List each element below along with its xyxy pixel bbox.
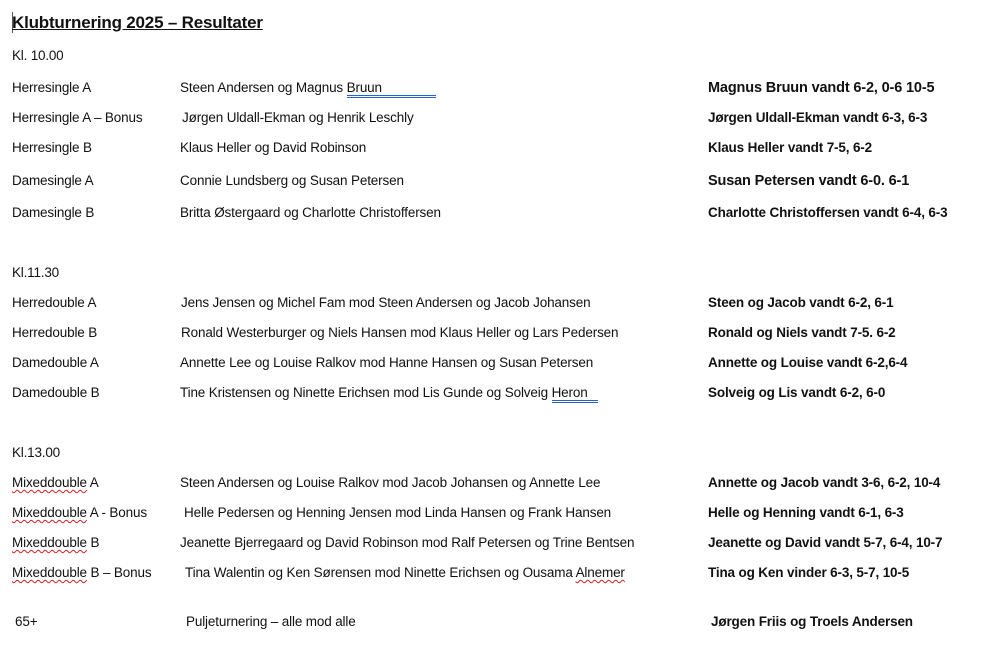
match-result: Charlotte Christoffersen vandt 6-4, 6-3	[708, 205, 948, 220]
players	[180, 385, 598, 403]
players: Klaus Heller og David Robinson	[180, 140, 367, 155]
event-suffix: A - Bonus	[86, 505, 147, 520]
spelling-flag-word[interactable]: Alnemer	[575, 565, 625, 580]
result-row	[0, 475, 987, 495]
section-time: Kl. 10.00	[12, 48, 64, 63]
event-suffix: B	[86, 535, 100, 550]
event-name: Herresingle A – Bonus	[12, 110, 143, 125]
event-name: Damesingle A	[12, 173, 94, 188]
match-result: Solveig og Lis vandt 6-2, 6-0	[708, 385, 886, 400]
players: Jens Jensen og Michel Fam mod Steen Andersen og Jacob Johansen	[181, 295, 591, 310]
event-name: 65+	[15, 614, 38, 629]
event-suffix: A	[86, 475, 99, 490]
result-row	[0, 325, 987, 345]
players: Puljeturnering – alle mod alle	[186, 614, 356, 629]
result-row	[0, 535, 987, 555]
spelling-flag-word[interactable]: Mixeddouble	[12, 475, 87, 490]
players: Annette Lee og Louise Ralkov mod Hanne Hansen og Susan Petersen	[180, 355, 594, 370]
result-row	[0, 355, 987, 375]
result-row	[0, 505, 987, 525]
result-row	[0, 80, 987, 100]
event-name	[12, 505, 147, 520]
players: Steen Andersen og Louise Ralkov mod Jacob Johansen og Annette Lee	[180, 475, 601, 490]
spelling-flag-word[interactable]: Mixeddouble	[12, 565, 87, 580]
event-name: Herresingle B	[12, 140, 92, 155]
event-name: Herredouble A	[12, 295, 97, 310]
document-title: Klubturnering 2025 – Resultater	[12, 13, 263, 32]
section-time: Kl.13.00	[12, 445, 60, 460]
section-time: Kl.11.30	[12, 265, 59, 280]
event-name: Herresingle A	[12, 80, 92, 95]
spelling-flag-word[interactable]: Mixeddouble	[12, 535, 87, 550]
players: Jørgen Uldall-Ekman og Henrik Leschly	[182, 110, 414, 125]
match-result: Ronald og Niels vandt 7-5. 6-2	[708, 325, 896, 340]
grammar-flag-word[interactable]: Bruun	[347, 81, 436, 98]
result-row	[0, 173, 987, 193]
event-name	[12, 565, 151, 580]
event-name	[12, 475, 99, 490]
players: Connie Lundsberg og Susan Petersen	[180, 173, 404, 188]
match-result: Steen og Jacob vandt 6-2, 6-1	[708, 295, 894, 310]
match-result: Tina og Ken vinder 6-3, 5-7, 10-5	[708, 565, 910, 580]
players-text: Tine Kristensen og Ninette Erichsen mod Lis Gunde og Solveig	[180, 385, 552, 400]
event-name: Damedouble B	[12, 385, 100, 400]
match-result: Annette og Louise vandt 6-2,6-4	[708, 355, 908, 370]
match-result: Annette og Jacob vandt 3-6, 6-2, 10-4	[708, 475, 941, 490]
players: Britta Østergaard og Charlotte Christoffersen	[180, 205, 441, 220]
result-row	[0, 140, 987, 160]
event-name: Herredouble B	[12, 325, 98, 340]
event-name	[12, 535, 99, 550]
event-name: Damesingle B	[12, 205, 95, 220]
event-suffix: B – Bonus	[86, 565, 152, 580]
players	[180, 80, 436, 98]
grammar-flag-word[interactable]: Heron	[552, 386, 598, 403]
result-row	[0, 295, 987, 315]
match-result: Jørgen Uldall-Ekman vandt 6-3, 6-3	[708, 110, 928, 125]
match-result: Helle og Henning vandt 6-1, 6-3	[708, 505, 904, 520]
players-text: Steen Andersen og Magnus	[180, 80, 347, 95]
result-row	[0, 565, 987, 585]
event-name: Damedouble A	[12, 355, 99, 370]
result-row	[0, 385, 987, 405]
players: Helle Pedersen og Henning Jensen mod Linda Hansen og Frank Hansen	[184, 505, 612, 520]
spelling-flag-word[interactable]: Mixeddouble	[12, 505, 87, 520]
players: Jeanette Bjerregaard og David Robinson mod Ralf Petersen og Trine Bentsen	[180, 535, 635, 550]
result-row	[0, 110, 987, 130]
result-row	[0, 205, 987, 225]
match-result: Susan Petersen vandt 6-0. 6-1	[708, 173, 910, 189]
match-result: Klaus Heller vandt 7-5, 6-2	[708, 140, 873, 155]
match-result: Magnus Bruun vandt 6-2, 0-6 10-5	[708, 80, 935, 96]
players: Ronald Westerburger og Niels Hansen mod Klaus Heller og Lars Pedersen	[181, 325, 619, 340]
match-result: Jørgen Friis og Troels Andersen	[711, 614, 913, 629]
result-row-senior	[0, 614, 987, 634]
match-result: Jeanette og David vandt 5-7, 6-4, 10-7	[708, 535, 943, 550]
players	[185, 565, 625, 580]
players-text: Tina Walentin og Ken Sørensen mod Ninette Erichsen og Ousama	[185, 565, 576, 580]
